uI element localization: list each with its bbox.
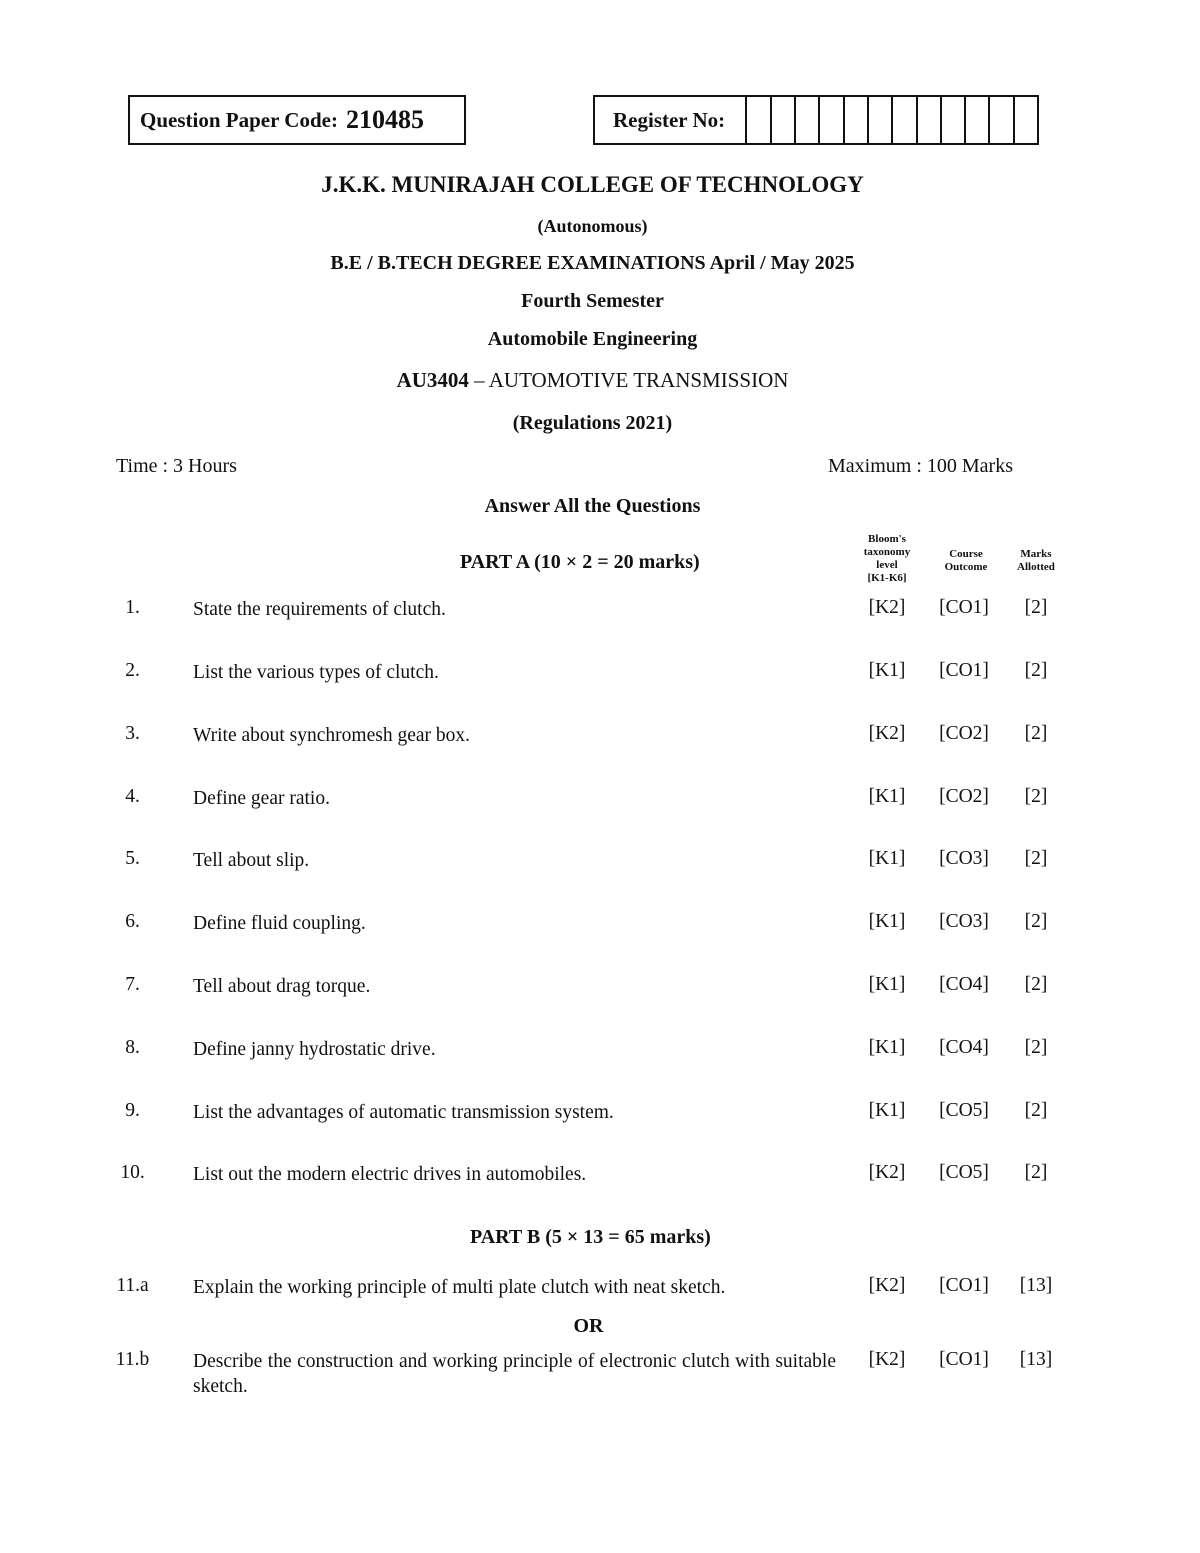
question-number: 5. xyxy=(125,848,140,869)
bloom-level: [K1] xyxy=(868,911,906,932)
course-outcome: [CO4] xyxy=(939,1037,989,1058)
column-header-line: Marks xyxy=(1020,548,1052,560)
instruction-text: Answer All the Questions xyxy=(484,495,701,517)
question-number: 3. xyxy=(125,723,140,744)
exam-duration: Time : 3 Hours xyxy=(116,455,237,477)
question-text: List the various types of clutch. xyxy=(193,662,439,683)
column-header-course-outcome xyxy=(936,548,996,574)
question-number: 2. xyxy=(125,660,140,681)
register-number-cells xyxy=(745,97,1037,143)
marks-allotted: [2] xyxy=(1024,1100,1048,1121)
question-text: Define gear ratio. xyxy=(193,788,330,809)
question-number: 6. xyxy=(125,911,140,932)
college-name: J.K.K. MUNIRAJAH COLLEGE OF TECHNOLOGY xyxy=(321,172,864,197)
regulations-label: (Regulations 2021) xyxy=(512,412,673,434)
marks-allotted: [2] xyxy=(1024,660,1048,681)
marks-allotted: [2] xyxy=(1024,974,1048,995)
department-label: Automobile Engineering xyxy=(487,328,698,350)
question-number: 11.b xyxy=(115,1349,150,1370)
column-header-line: Course xyxy=(949,548,983,560)
bloom-level: [K2] xyxy=(868,1275,906,1296)
column-header-line: Allotted xyxy=(1017,561,1055,573)
register-number-box xyxy=(593,95,1039,145)
course-outcome: [CO2] xyxy=(939,723,989,744)
course-dash: – xyxy=(468,368,489,392)
bloom-level: [K2] xyxy=(868,1349,906,1370)
course-outcome: [CO1] xyxy=(939,597,989,618)
register-number-label: Register No: xyxy=(613,107,726,132)
question-number: 9. xyxy=(125,1100,140,1121)
register-digit-cell xyxy=(745,97,769,143)
register-digit-cell xyxy=(867,97,891,143)
course-outcome: [CO1] xyxy=(939,1349,989,1370)
bloom-level: [K2] xyxy=(868,723,906,744)
question-text: Tell about drag torque. xyxy=(193,976,371,997)
question-number: 4. xyxy=(125,786,140,807)
register-digit-cell xyxy=(964,97,988,143)
course-name: AUTOMOTIVE TRANSMISSION xyxy=(488,368,789,392)
bloom-level: [K1] xyxy=(868,974,906,995)
marks-allotted: [2] xyxy=(1024,1162,1048,1183)
question-number: 7. xyxy=(125,974,140,995)
question-number: 10. xyxy=(120,1162,145,1183)
question-number: 11.a xyxy=(116,1275,149,1296)
course-title xyxy=(0,368,1185,393)
column-header-bloom xyxy=(855,533,919,585)
register-digit-cell xyxy=(843,97,867,143)
column-header-line: Bloom's xyxy=(868,533,906,545)
marks-allotted: [2] xyxy=(1024,848,1048,869)
question-number: 8. xyxy=(125,1037,140,1058)
marks-allotted: [13] xyxy=(1019,1275,1053,1296)
question-text: Define janny hydrostatic drive. xyxy=(193,1039,436,1060)
marks-allotted: [2] xyxy=(1024,786,1048,807)
register-digit-cell xyxy=(940,97,964,143)
bloom-level: [K1] xyxy=(868,660,906,681)
course-outcome: [CO2] xyxy=(939,786,989,807)
marks-allotted: [2] xyxy=(1024,723,1048,744)
bloom-level: [K2] xyxy=(868,597,906,618)
marks-allotted: [2] xyxy=(1024,597,1048,618)
course-outcome: [CO1] xyxy=(939,660,989,681)
question-paper-code-label: Question Paper Code: xyxy=(140,107,338,132)
column-header-marks xyxy=(1008,548,1064,574)
marks-allotted: [13] xyxy=(1019,1349,1053,1370)
register-digit-cell xyxy=(916,97,940,143)
register-digit-cell xyxy=(891,97,915,143)
question-text: Describe the construction and working principle of electronic clutch with suitable sketch. xyxy=(193,1351,836,1397)
maximum-marks: Maximum : 100 Marks xyxy=(828,455,1013,477)
autonomous-label: (Autonomous) xyxy=(537,216,648,236)
course-outcome: [CO5] xyxy=(939,1100,989,1121)
question-text: State the requirements of clutch. xyxy=(193,599,446,620)
part-b-title: PART B (5 × 13 = 65 marks) xyxy=(470,1226,711,1248)
register-digit-cell xyxy=(1013,97,1037,143)
exam-title: B.E / B.TECH DEGREE EXAMINATIONS April / May 2025 xyxy=(330,252,855,274)
course-outcome: [CO5] xyxy=(939,1162,989,1183)
bloom-level: [K2] xyxy=(868,1162,906,1183)
question-text: Write about synchromesh gear box. xyxy=(193,725,471,746)
course-outcome: [CO1] xyxy=(939,1275,989,1296)
question-number: 1. xyxy=(125,597,140,618)
column-header-line: [K1-K6] xyxy=(867,572,907,584)
question-paper-code-value: 210485 xyxy=(345,105,424,134)
part-a-title: PART A (10 × 2 = 20 marks) xyxy=(460,551,700,573)
question-text: List the advantages of automatic transmission system. xyxy=(193,1102,614,1123)
course-code: AU3404 xyxy=(396,368,469,392)
register-digit-cell xyxy=(988,97,1012,143)
or-separator: OR xyxy=(573,1315,604,1337)
marks-allotted: [2] xyxy=(1024,1037,1048,1058)
question-text: Tell about slip. xyxy=(193,850,310,871)
question-text: List out the modern electric drives in automobiles. xyxy=(193,1164,587,1185)
bloom-level: [K1] xyxy=(868,1100,906,1121)
course-outcome: [CO3] xyxy=(939,848,989,869)
bloom-level: [K1] xyxy=(868,848,906,869)
question-text: Define fluid coupling. xyxy=(193,913,366,934)
bloom-level: [K1] xyxy=(868,786,906,807)
course-outcome: [CO3] xyxy=(939,911,989,932)
register-digit-cell xyxy=(818,97,842,143)
column-header-line: taxonomy xyxy=(863,546,911,558)
marks-allotted: [2] xyxy=(1024,911,1048,932)
register-digit-cell xyxy=(794,97,818,143)
course-outcome: [CO4] xyxy=(939,974,989,995)
column-header-line: level xyxy=(876,559,898,571)
bloom-level: [K1] xyxy=(868,1037,906,1058)
question-text: Explain the working principle of multi plate clutch with neat sketch. xyxy=(193,1277,726,1298)
question-paper-code-box xyxy=(128,95,466,145)
column-header-line: Outcome xyxy=(944,561,988,573)
semester-label: Fourth Semester xyxy=(521,290,664,312)
register-digit-cell xyxy=(770,97,794,143)
